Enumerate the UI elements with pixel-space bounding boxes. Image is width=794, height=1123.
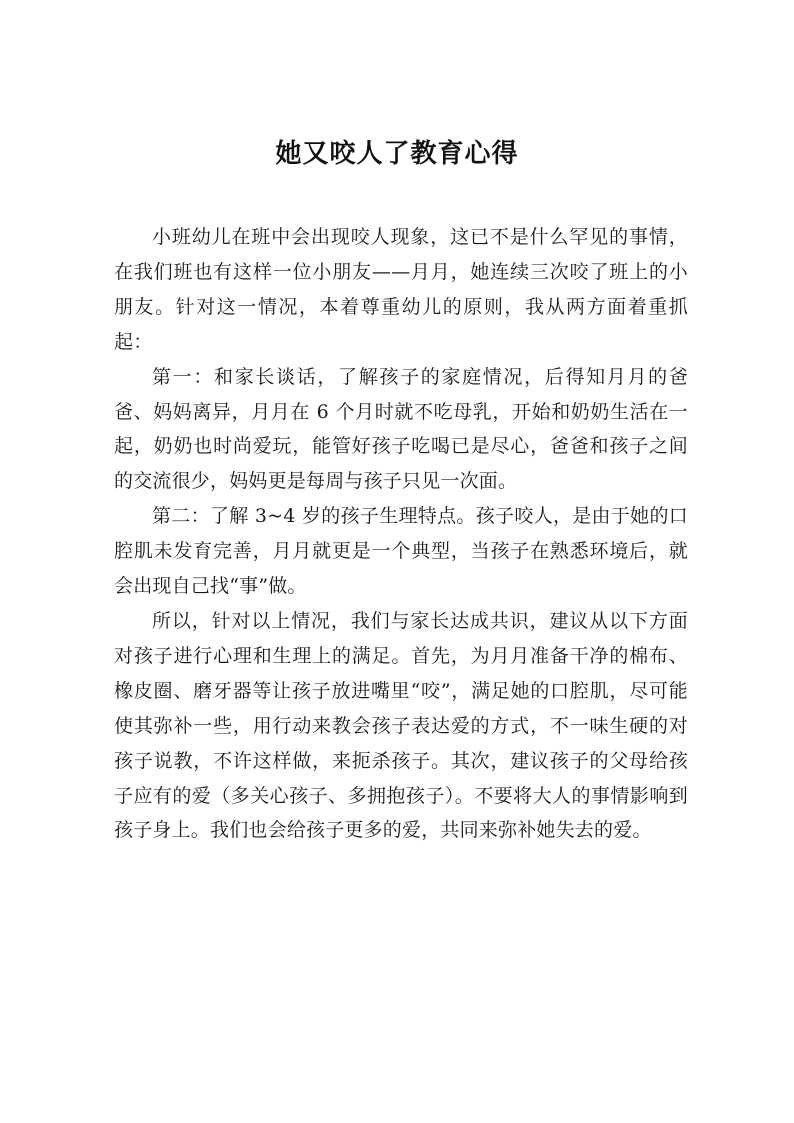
- document-title: 她又咬人了教育心得: [275, 139, 519, 169]
- paragraph-first-point: 第一：和家长谈话，了解孩子的家庭情况，后得知月月的爸爸、妈妈离异，月月在 6 个月时就不吃母乳，开始和奶奶生活在一起，奶奶也时尚爱玩，能管好孩子吃喝已是尽心，爸爸和孩子之间的交流很少，妈妈更是每周与孩子只见一次面。: [114, 365, 688, 493]
- paragraph-conclusion: 所以，针对以上情况，我们与家长达成共识，建议从以下方面对孩子进行心理和生理上的满足。首先，为月月准备干净的棉布、橡皮圈、磨牙器等让孩子放进嘴里“咬”，满足她的口腔肌，尽可能使其弥补一些，用行动来教会孩子表达爱的方式，不一味生硬的对孩子说教，不许这样做，来扼杀孩子。其次，建议孩子的父母给孩子应有的爱（多关心孩子、多拥抱孩子）。不要将大人的事情影响到孩子身上。我们也会给孩子更多的爱，共同来弥补她失去的爱。: [114, 609, 688, 842]
- paragraph-intro: 小班幼儿在班中会出现咬人现象，这已不是什么罕见的事情，在我们班也有这样一位小朋友——月月，她连续三次咬了班上的小朋友。针对这一情况，本着尊重幼儿的原则，我从两方面着重抓起：: [114, 226, 688, 353]
- paragraph-second-point: 第二：了解 3~4 岁的孩子生理特点。孩子咬人，是由于她的口腔肌未发育完善，月月就更是一个典型，当孩子在熟悉环境后，就会出现自己找“事”做。: [114, 505, 688, 598]
- document-body: [114, 220, 688, 848]
